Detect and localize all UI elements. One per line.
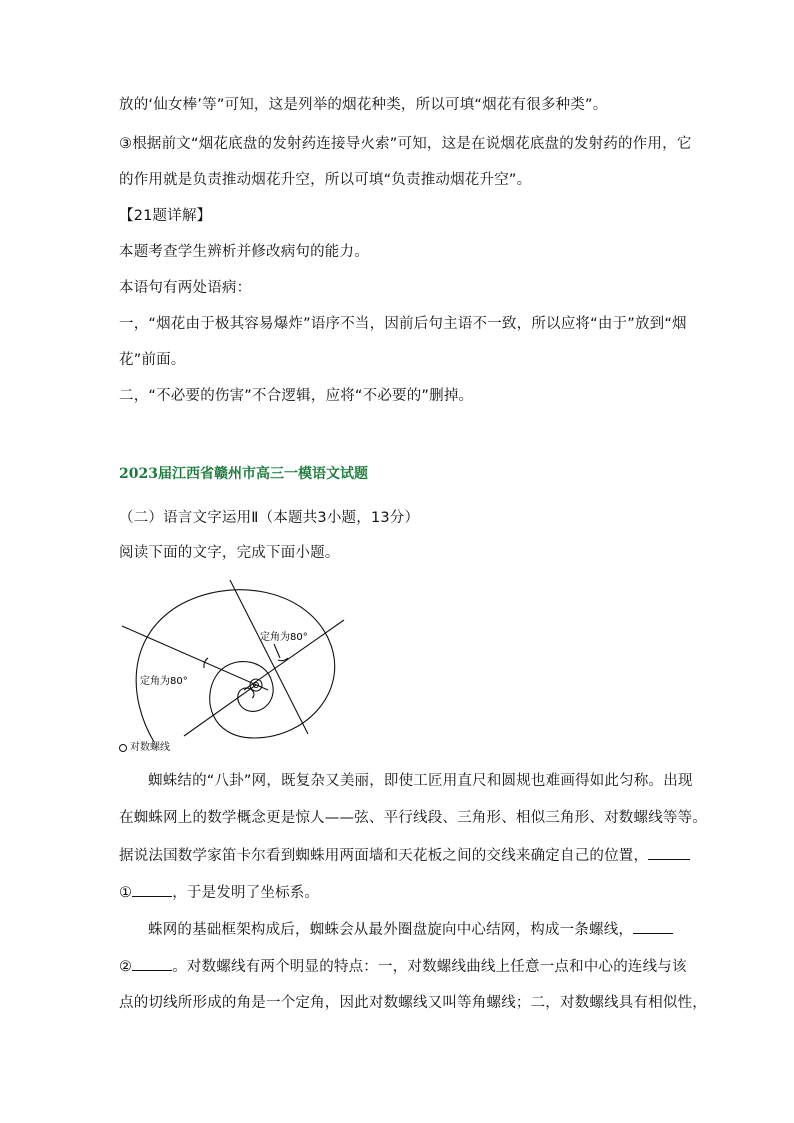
- answer-blank-1a[interactable]: [648, 845, 690, 860]
- blank-marker-1: ①: [119, 885, 133, 901]
- blank-marker-2: ②: [119, 959, 133, 975]
- label-pointer: [274, 644, 280, 658]
- reading-instruction: 阅读下面的文字，完成下面小题。: [119, 545, 340, 561]
- radial-line-4: [184, 685, 256, 736]
- answer-line-3: 的作用就是负责推动烟花升空，所以可填“负责推动烟花升空”。: [119, 172, 532, 188]
- log-spiral-figure: [118, 578, 350, 744]
- radial-line-3: [244, 620, 344, 690]
- answer-line-9: 二，“不必要的伤害”不合逻辑，应将“不必要的”删掉。: [119, 388, 474, 404]
- figure-caption: [119, 741, 170, 755]
- angle-label-top: 定角为80°: [260, 632, 308, 643]
- para1-line-3: [119, 845, 679, 866]
- answer-line-7: 一，“烟花由于极其容易爆炸”语序不当，因前后句主语不一致，所以应将“由于”放到“烟: [119, 316, 687, 332]
- para2-line-3: 点的切线所形成的角是一个定角，因此对数螺线又叫等角螺线；二，对数螺线具有相似性，: [119, 995, 707, 1011]
- figure-caption-text: 对数螺线: [130, 742, 170, 753]
- para1-line-3-text: 据说法国数学家笛卡尔看到蜘蛛用两面墙和天花板之间的交线来确定自己的位置，: [119, 848, 649, 864]
- para2-line-1-text: 蛛网的基础框架构成后，蜘蛛会从最外圈盘旋向中心结网，构成一条螺线，: [148, 922, 634, 938]
- para1-line-2: 在蜘蛛网上的数学概念更是惊人——弦、平行线段、三角形、相似三角形、对数螺线等等。: [119, 810, 707, 826]
- answer-line-6: 本语句有两处语病：: [119, 280, 252, 296]
- para1-line-1: 蜘蛛结的“八卦”网，既复杂又美丽，即使工匠用直尺和圆规也难画得如此匀称。出现: [148, 773, 693, 789]
- section-title: 2023届江西省赣州市高三一模语文试题: [119, 466, 368, 482]
- answer-line-1: 放的‘仙女棒’等”可知，这是列举的烟花种类，所以可填“烟花有很多种类”。: [119, 97, 608, 113]
- answer-line-5: 本题考查学生辨析并修改病句的能力。: [119, 244, 369, 260]
- answer-blank-2b[interactable]: [132, 956, 172, 971]
- radial-line-2: [230, 580, 308, 734]
- para2-line-2-text: 。对数螺线有两个明显的特点：一，对数螺线曲线上任意一点和中心的连线与该: [172, 959, 687, 975]
- subsection-title: （二）语言文字运用Ⅱ（本题共3小题，13分）: [119, 510, 420, 526]
- para2-line-2: [119, 956, 687, 977]
- angle-label-left: 定角为80°: [140, 676, 188, 687]
- para1-line-4: [119, 882, 679, 903]
- answer-blank-1b[interactable]: [132, 882, 172, 897]
- para1-line-4-text: ，于是发明了坐标系。: [172, 885, 320, 901]
- answer-line-2: ③根据前文“烟花底盘的发射药连接导火索”可知，这是在说烟花底盘的发射药的作用，它: [119, 136, 692, 152]
- answer-blank-2a[interactable]: [633, 919, 673, 934]
- answer-line-8: 花”前面。: [119, 352, 186, 368]
- question-21-header: 【21题详解】: [119, 208, 212, 224]
- para2-line-1: [148, 919, 708, 940]
- circle-bullet-icon: [119, 744, 127, 752]
- spiral-curve: [136, 590, 335, 742]
